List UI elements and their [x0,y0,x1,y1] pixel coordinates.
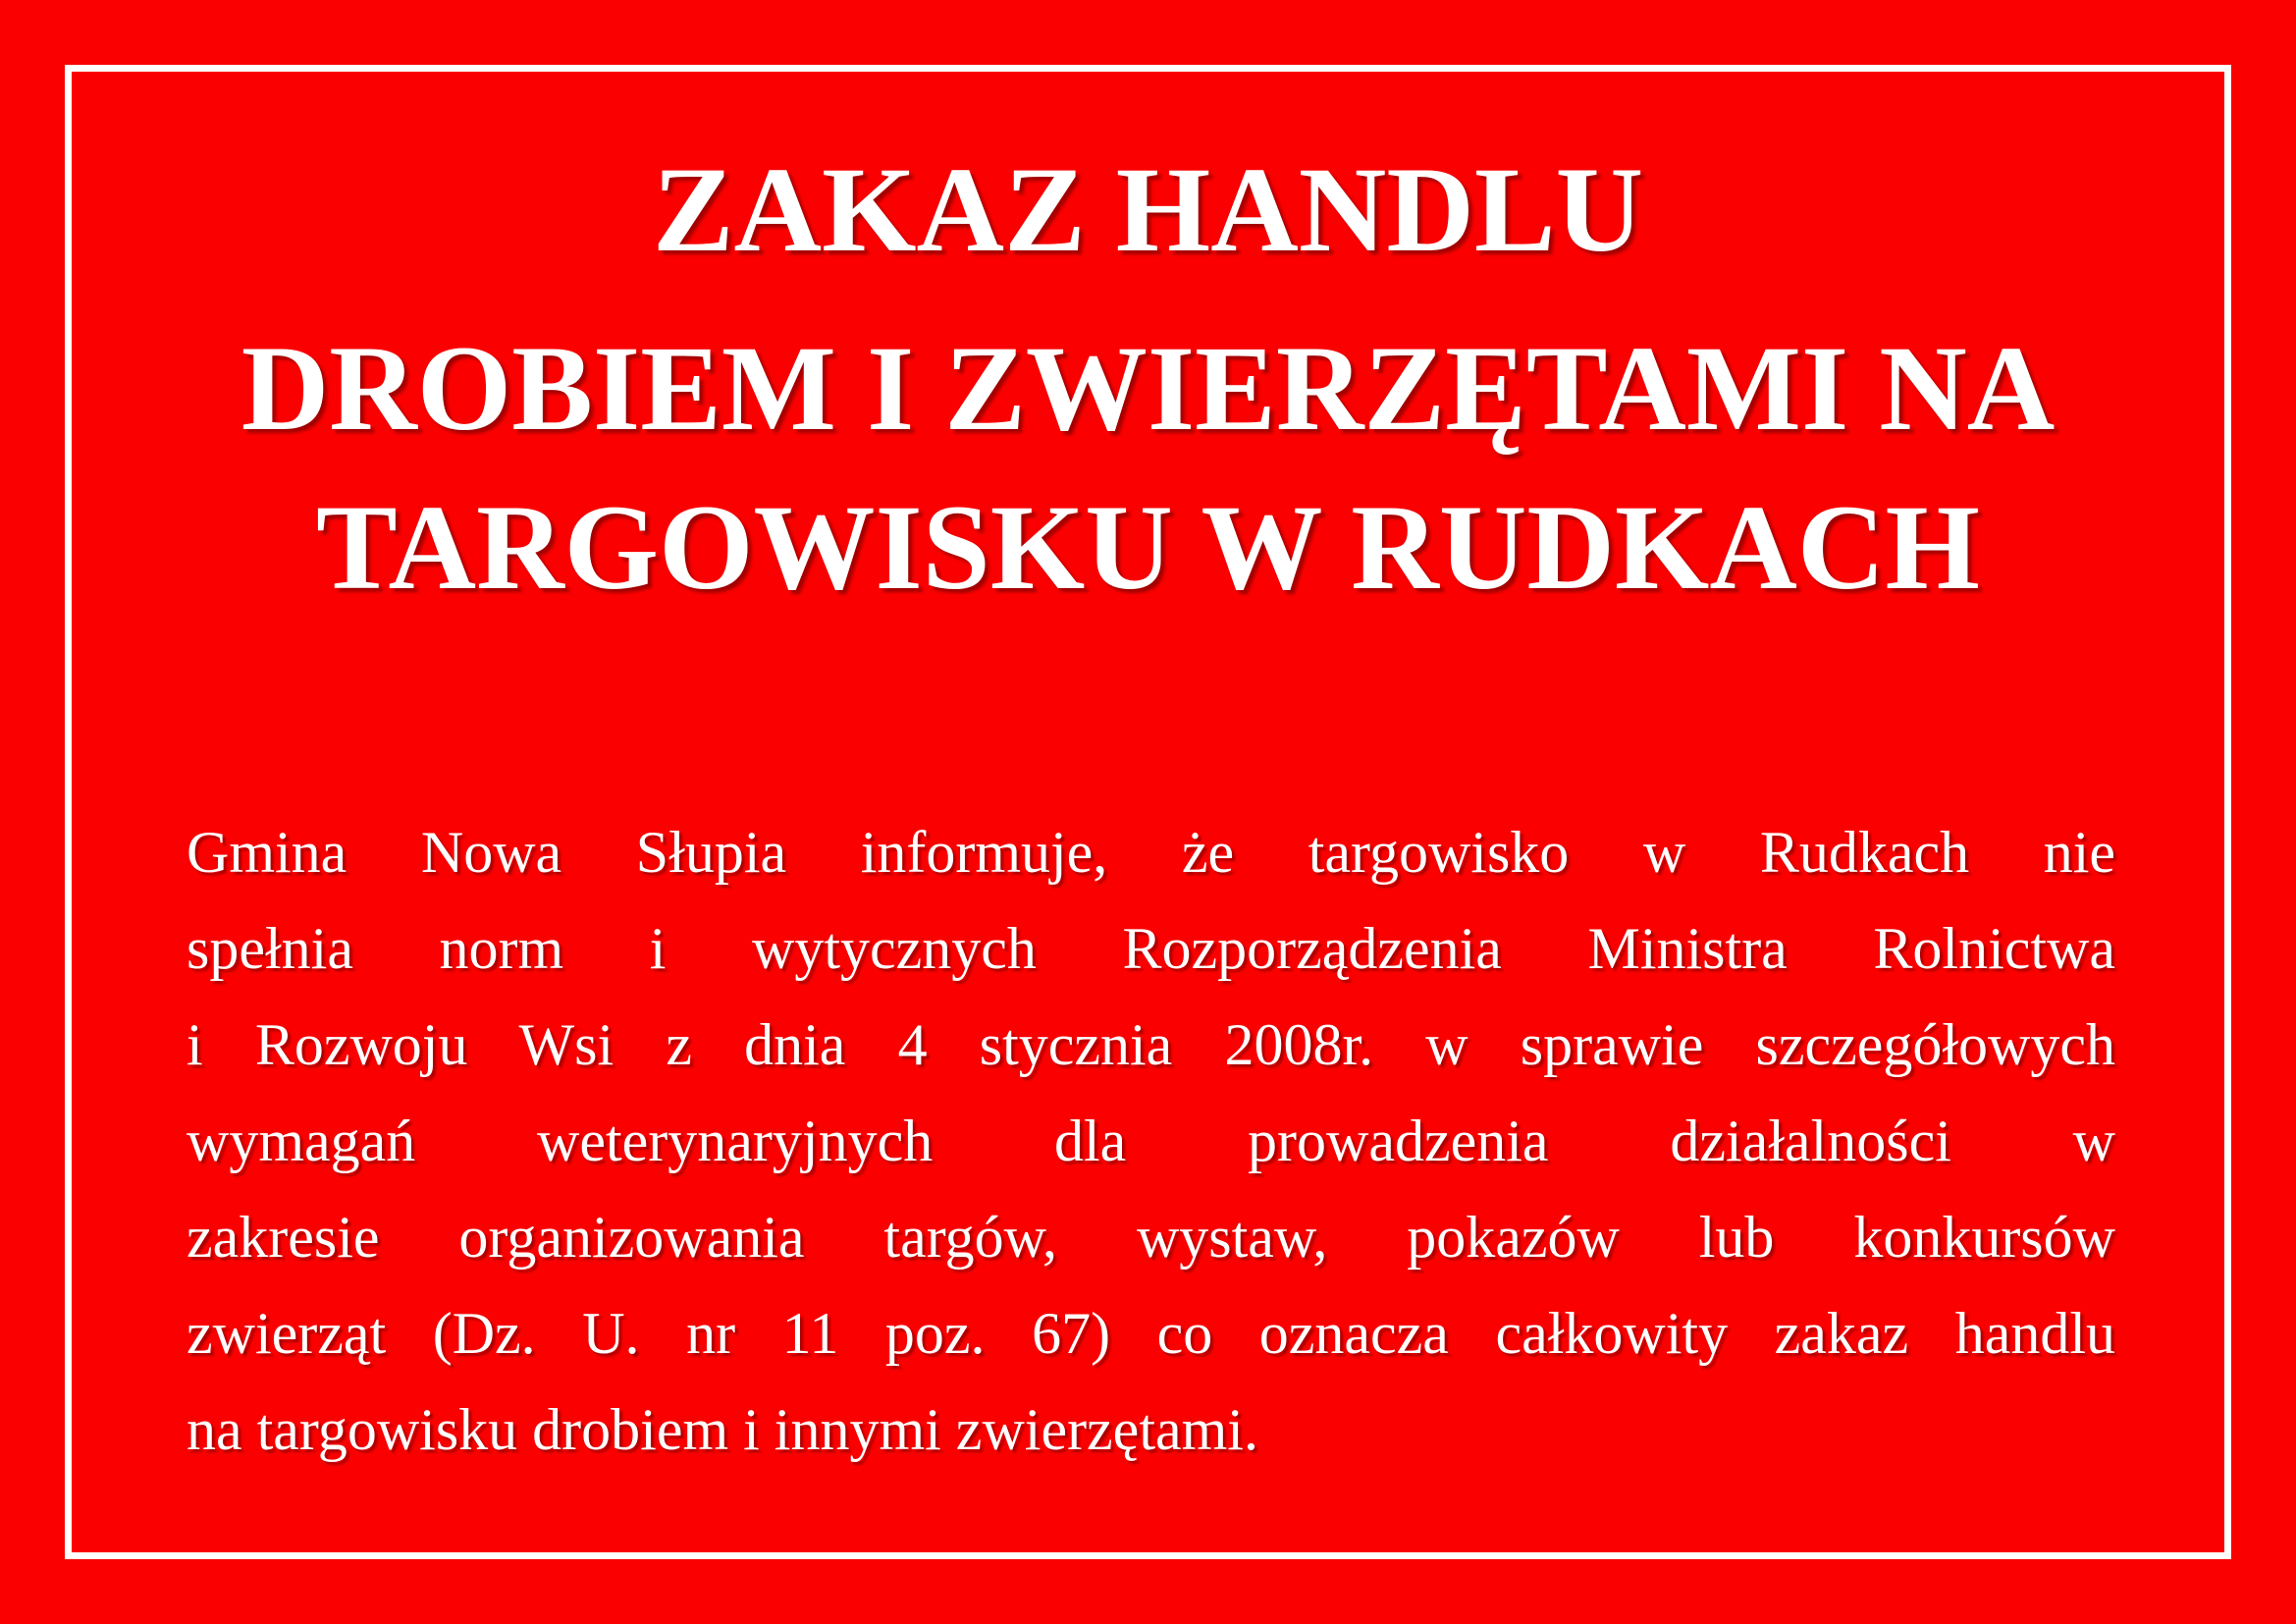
title-line-1: ZAKAZ HANDLU [652,142,1644,277]
body-line-3: i Rozwoju Wsi z dnia 4 stycznia 2008r. w sprawie szczegółowych [187,1012,2115,1077]
body-line-5: zakresie organizowania targów, wystaw, pokazów lub konkursów [187,1205,2115,1270]
body-line-7: na targowisku drobiem i innymi zwierzętami. [187,1397,1258,1462]
title-line-3: TARGOWISKU W RUDKACH [316,480,1980,615]
body-line-1: Gmina Nowa Słupia informuje, że targowisko w Rudkach nie [187,820,2115,885]
body-line-6: zwierząt (Dz. U. nr 11 poz. 67) co oznacza całkowity zakaz handlu [187,1301,2115,1366]
body-line-4: wymagań weterynaryjnych dla prowadzenia działalności w [187,1109,2115,1173]
notice-title [118,142,2178,615]
title-line-2: DROBIEM I ZWIERZĘTAMI NA [240,321,2056,456]
notice-body [187,804,2115,1478]
body-line-2: spełnia norm i wytycznych Rozporządzenia Ministra Rolnictwa [187,916,2115,981]
